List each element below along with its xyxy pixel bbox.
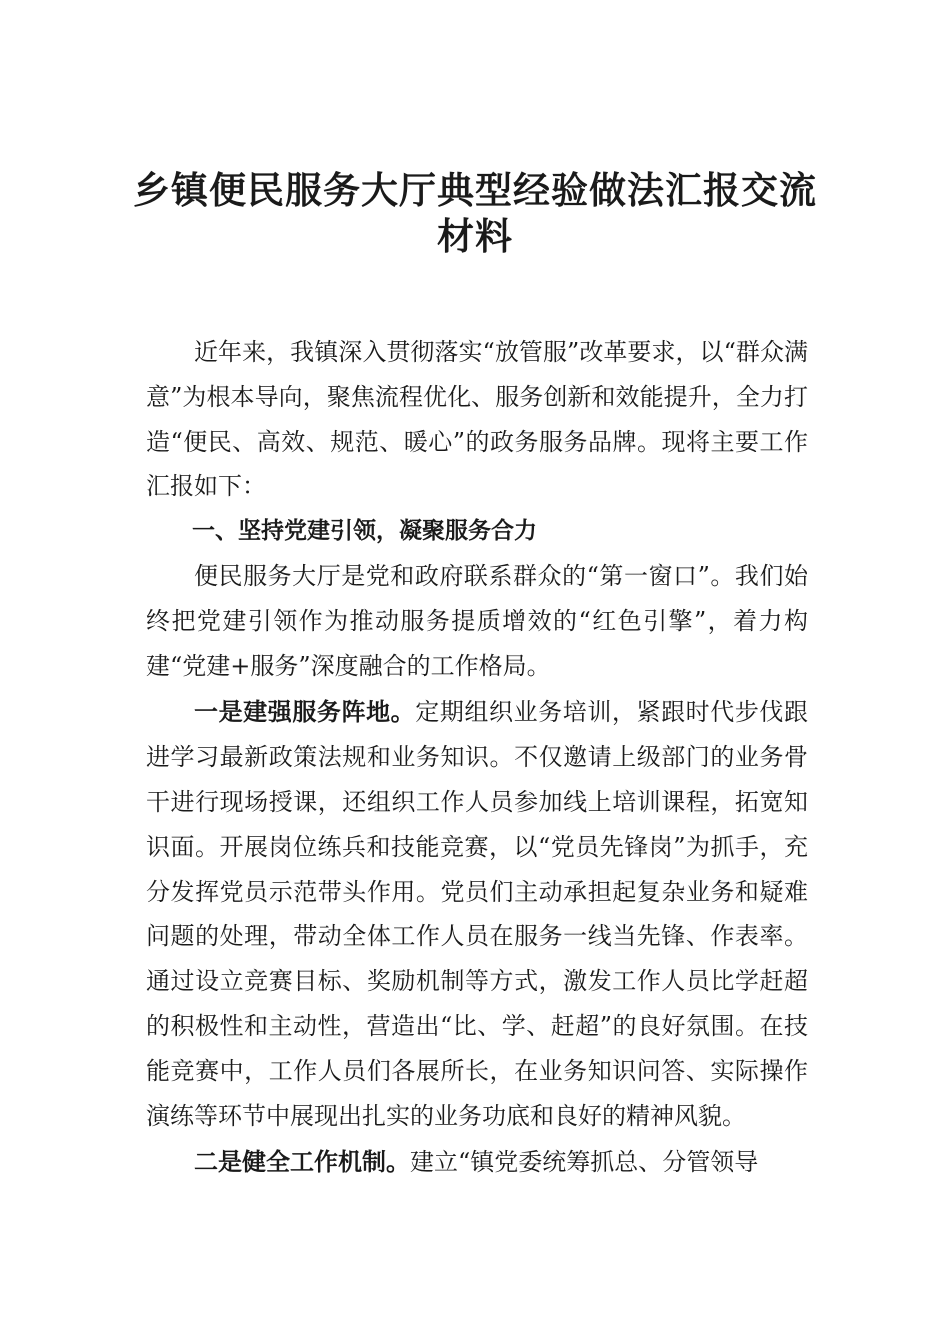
- document-body: [146, 330, 808, 1185]
- item-2-lead: 二是健全工作机制。: [194, 1148, 410, 1177]
- intro-paragraph: 近年来，我镇深入贯彻落实“放管服”改革要求，以“群众满意”为根本导向，聚焦流程优化、服务创新和效能提升，全力打造“便民、高效、规范、暖心”的政务服务品牌。现将主要工作汇报如下：: [146, 338, 808, 501]
- document-title-line-1: 乡镇便民服务大厅典型经验做法汇报交流: [133, 168, 817, 212]
- item-2-text: 建立“镇党委统筹抓总、分管领导: [410, 1148, 759, 1177]
- section-1-heading: 一、坚持党建引领，凝聚服务合力: [192, 518, 537, 545]
- item-1-text: 定期组织业务培训，紧跟时代步伐跟进学习最新政策法规和业务知识。不仅邀请上级部门的业务骨干进行现场授课，还组织工作人员参加线上培训课程，拓宽知识面。开展岗位练兵和技能竞赛，以“党员先锋岗”为抓手，充分发挥党员示范带头作用。党员们主动承担起复杂业务和疑难问题的处理，带动全体工作人员在服务一线当先锋、作表率。通过设立竞赛目标、奖励机制等方式，激发工作人员比学赶超的积极性和主动性，营造出“比、学、赶超”的良好氛围。在技能竞赛中，工作人员们各展所长，在业务知识问答、实际操作演练等环节中展现出扎实的业务功底和良好的精神风貌。: [146, 698, 808, 1130]
- item-2-paragraph: [146, 1140, 808, 1185]
- item-1-paragraph: [146, 690, 808, 1138]
- document-title-line-2: 材料: [437, 214, 513, 258]
- section-1-intro-paragraph: 便民服务大厅是党和政府联系群众的“第一窗口”。我们始终把党建引领作为推动服务提质增效的“红色引擎”，着力构建“党建+服务”深度融合的工作格局。: [146, 561, 808, 680]
- item-1-lead: 一是建强服务阵地。: [194, 698, 416, 727]
